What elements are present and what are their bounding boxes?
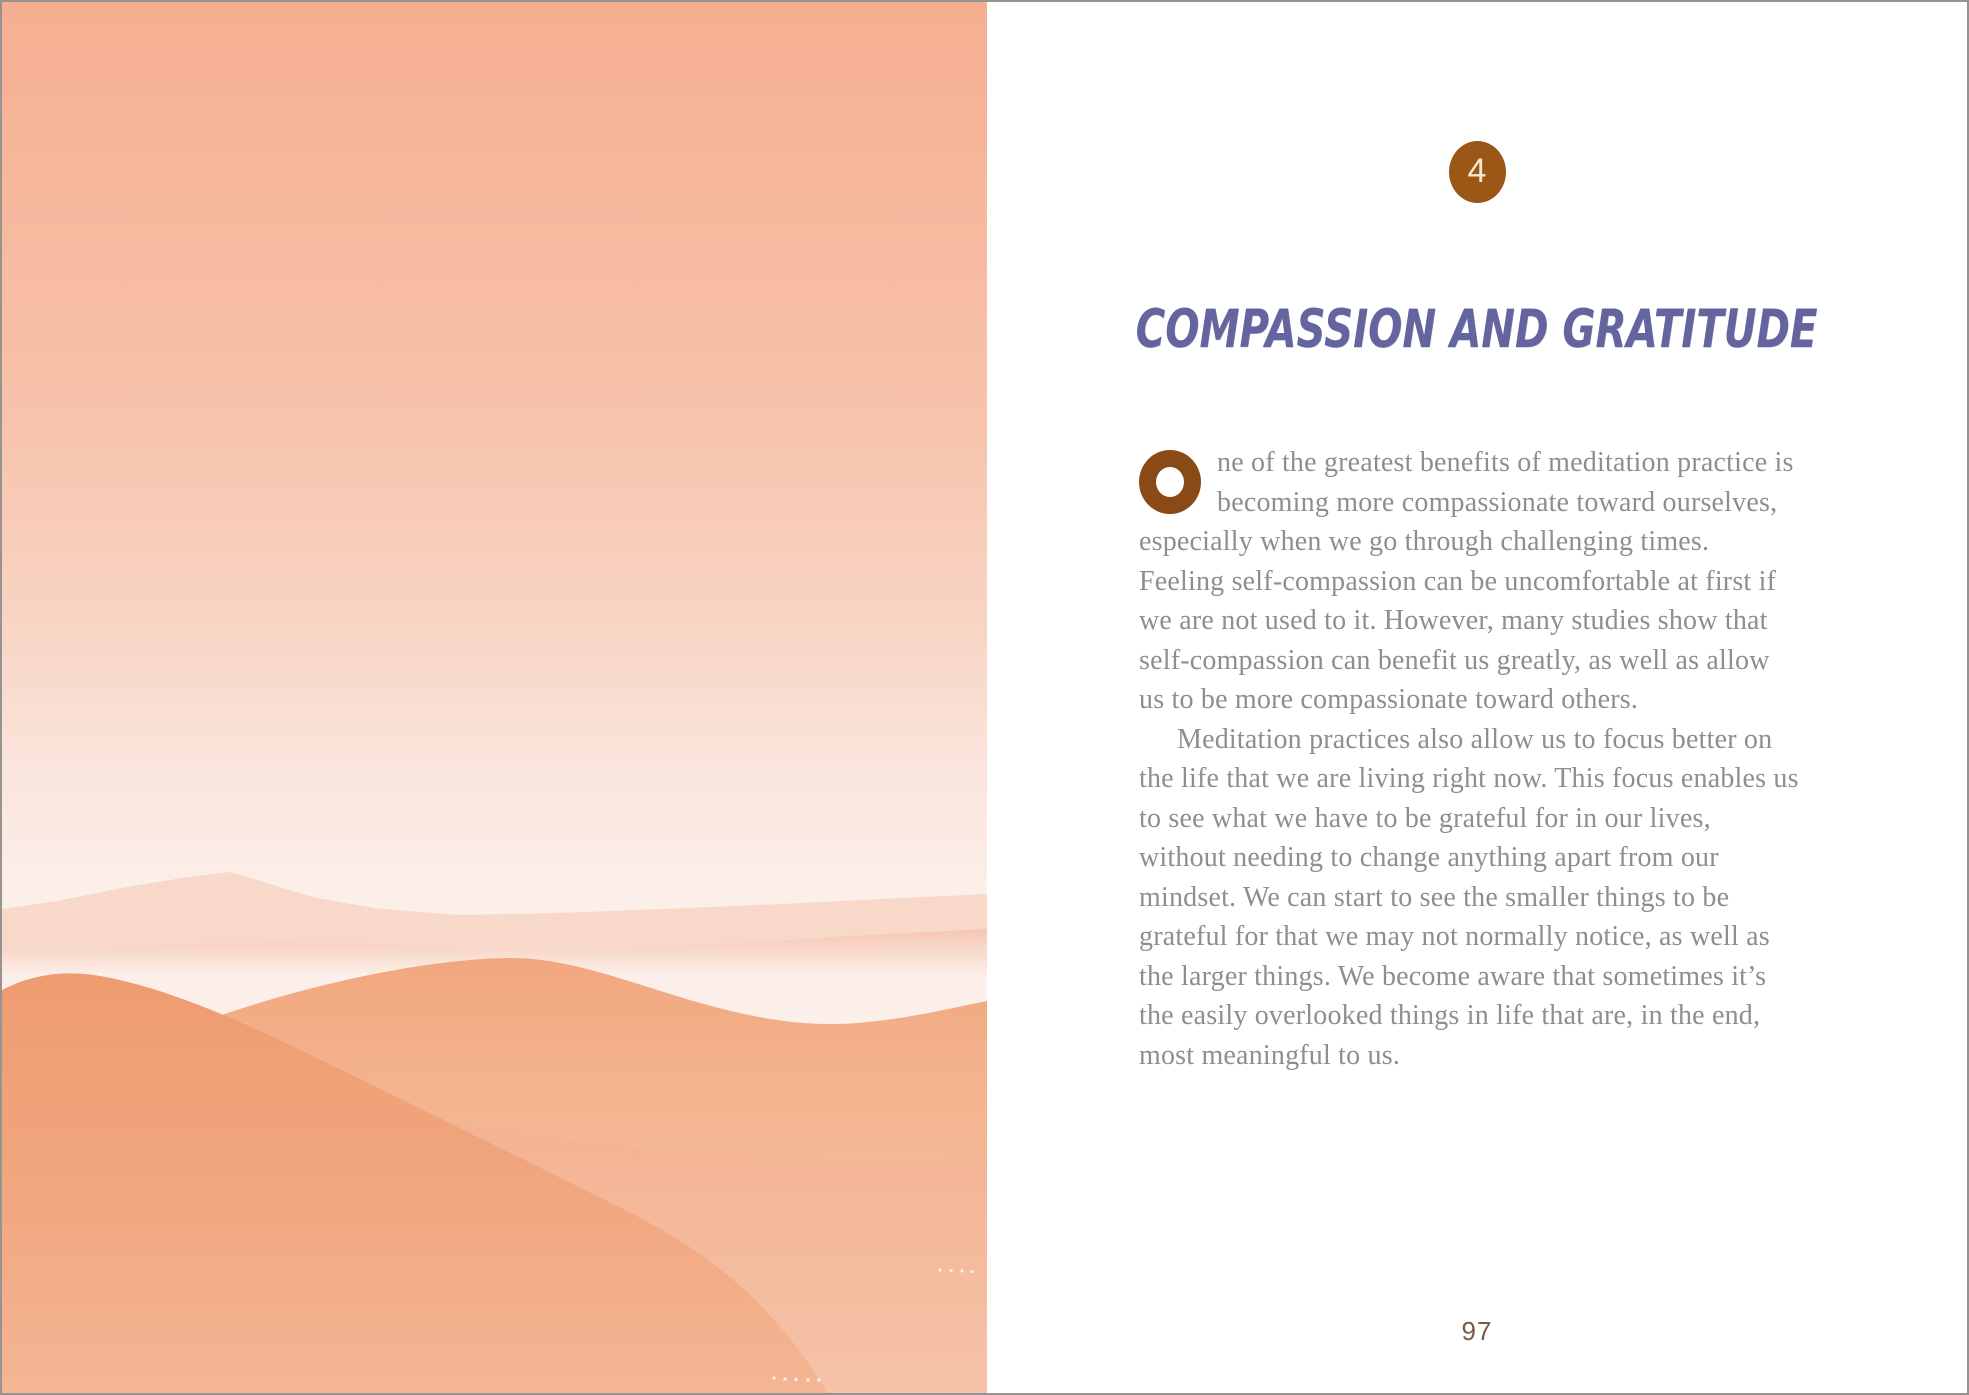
paragraph	[1139, 720, 1801, 1076]
chapter-title: COMPASSION AND GRATITUDE	[1136, 299, 1818, 360]
body-text	[1139, 443, 1801, 1075]
paragraph-text: ne of the greatest benefits of meditation practice is becoming more compassionate toward ourselves, especially when we go through challenging times. Feeling self-compassion can be uncomfortable at first if we are not used to it. However, many studies show that self-compassion can benefit us greatly, as well as allow us to be more compassionate toward others.	[1139, 447, 1794, 715]
page-number: 97	[1461, 1316, 1493, 1346]
drop-cap	[1139, 450, 1201, 514]
chapter-page	[987, 2, 1967, 1393]
chapter-number: 4	[1467, 152, 1487, 190]
paragraph-text: Meditation practices also allow us to focus better on the life that we are living right now. This focus enables us to see what we have to be grateful for in our lives, without needing to change anything apart from our mindset. We can start to see the smaller things to be grateful for that we may not normally notice, as well as the larger things. We become aware that sometimes it’s the easily overlooked things in life that are, in the end, most meaningful to us.	[1139, 723, 1799, 1071]
chapter-title-row	[987, 301, 1967, 359]
sunrise-mountains-photo	[2, 2, 987, 1395]
chapter-number-badge	[1449, 141, 1506, 203]
paragraph	[1139, 443, 1801, 720]
photo-panel	[2, 2, 987, 1395]
